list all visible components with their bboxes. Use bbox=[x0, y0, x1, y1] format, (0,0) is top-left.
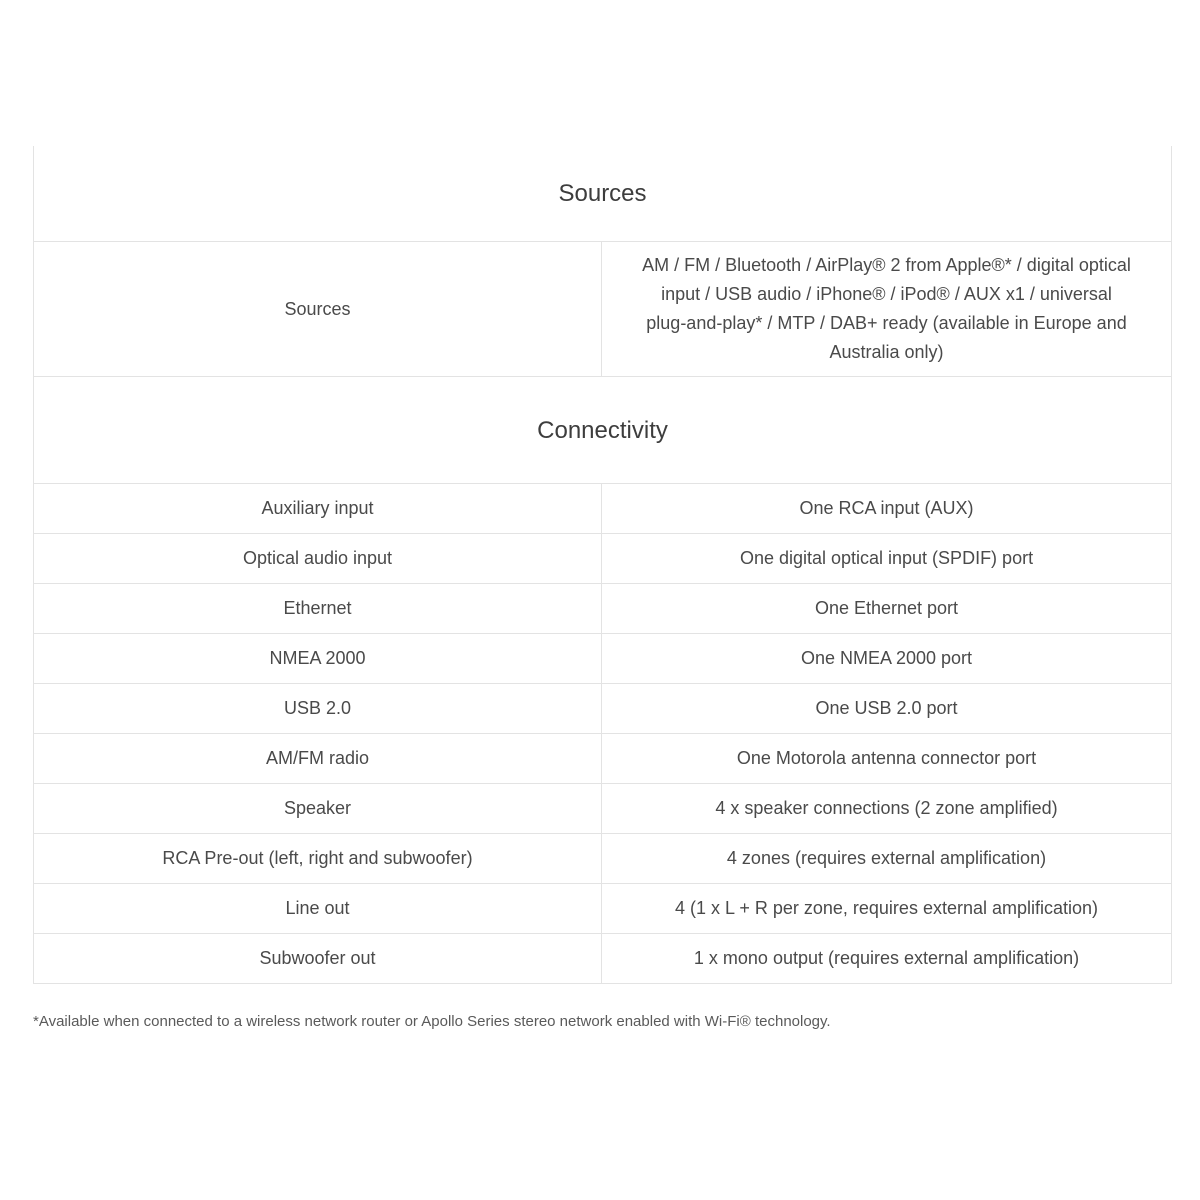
table-row bbox=[34, 484, 1172, 534]
spec-value: 4 (1 x L + R per zone, requires external amplification) bbox=[602, 884, 1172, 934]
section-title-sources: Sources bbox=[34, 146, 1172, 242]
table-row bbox=[34, 684, 1172, 734]
spec-value: One Motorola antenna connector port bbox=[602, 734, 1172, 784]
spec-value: One digital optical input (SPDIF) port bbox=[602, 534, 1172, 584]
spec-table bbox=[33, 146, 1172, 984]
spec-label: Line out bbox=[34, 884, 602, 934]
table-row bbox=[34, 734, 1172, 784]
table-row bbox=[34, 834, 1172, 884]
spec-label: Subwoofer out bbox=[34, 934, 602, 984]
spec-label: USB 2.0 bbox=[34, 684, 602, 734]
section-header-connectivity bbox=[34, 377, 1172, 484]
table-row bbox=[34, 584, 1172, 634]
spec-label: Optical audio input bbox=[34, 534, 602, 584]
spec-value: One RCA input (AUX) bbox=[602, 484, 1172, 534]
spec-label: Auxiliary input bbox=[34, 484, 602, 534]
spec-value: 4 zones (requires external amplification) bbox=[602, 834, 1172, 884]
spec-value: One USB 2.0 port bbox=[602, 684, 1172, 734]
spec-label: Ethernet bbox=[34, 584, 602, 634]
spec-value: 4 x speaker connections (2 zone amplified) bbox=[602, 784, 1172, 834]
table-row bbox=[34, 534, 1172, 584]
table-row bbox=[34, 784, 1172, 834]
footnote: *Available when connected to a wireless network router or Apollo Series stereo network enabled with Wi-Fi® technology. bbox=[33, 1013, 831, 1030]
spec-label: RCA Pre-out (left, right and subwoofer) bbox=[34, 834, 602, 884]
table-row bbox=[34, 242, 1172, 377]
spec-value: One Ethernet port bbox=[602, 584, 1172, 634]
spec-label: Speaker bbox=[34, 784, 602, 834]
section-title-connectivity: Connectivity bbox=[34, 377, 1172, 484]
spec-label: NMEA 2000 bbox=[34, 634, 602, 684]
spec-label: Sources bbox=[34, 242, 602, 377]
table-row bbox=[34, 634, 1172, 684]
table-row bbox=[34, 884, 1172, 934]
spec-value: 1 x mono output (requires external amplification) bbox=[602, 934, 1172, 984]
spec-label: AM/FM radio bbox=[34, 734, 602, 784]
spec-value: AM / FM / Bluetooth / AirPlay® 2 from Apple®* / digital optical input / USB audio / iPhone® / iPod® / AUX x1 / universal plug-and-play* / MTP / DAB+ ready (available in Europe and Australia only) bbox=[602, 242, 1172, 377]
spec-value: One NMEA 2000 port bbox=[602, 634, 1172, 684]
table-row bbox=[34, 934, 1172, 984]
section-header-sources bbox=[34, 146, 1172, 242]
